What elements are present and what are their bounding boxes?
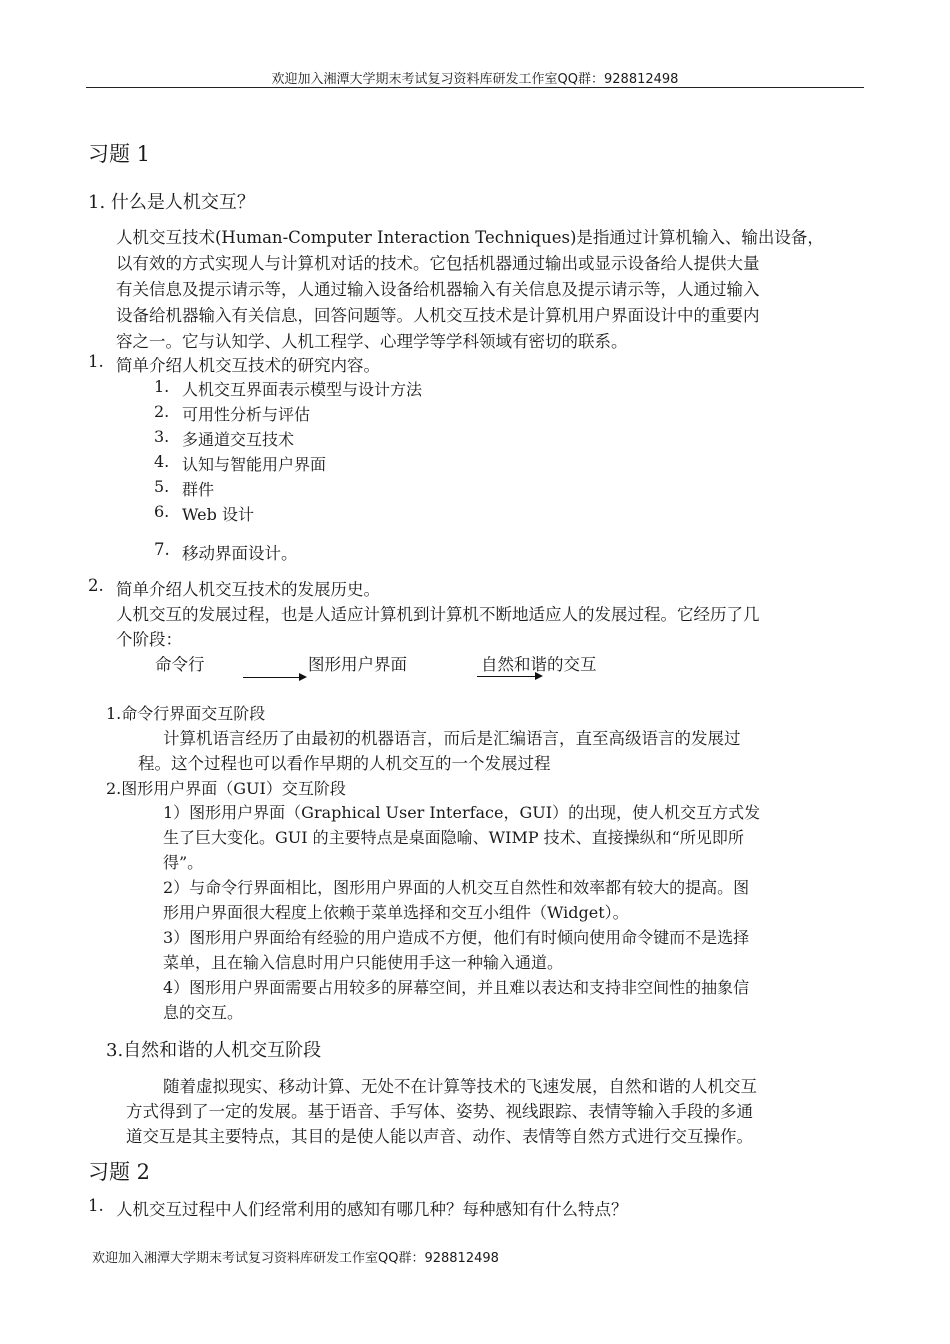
stage-3-line-2: 方式得到了一定的发展。基于语音、手写体、姿势、视线跟踪、表情等输入手段的多通 [126, 1102, 753, 1121]
list-item-number: 4. [154, 452, 170, 471]
stage-1-title: 1.命令行界面交互阶段 [106, 704, 266, 723]
list-item-number: 6. [154, 502, 170, 521]
stage-2-p3-line-1: 3）图形用户界面给有经验的用户造成不方便，他们有时倾向使用命令键而不是选择 [163, 928, 750, 947]
history-intro-line-2: 个阶段： [116, 630, 182, 649]
list-item: 群件 [182, 480, 215, 499]
answer-1-line-5: 容之一。它与认知学、人机工程学、心理学等学科领域有密切的联系。 [116, 332, 628, 351]
section-title-1: 习题 1 [88, 142, 151, 166]
list-item: 移动界面设计。 [182, 544, 298, 563]
question-3-title: 简单介绍人机交互技术的发展历史。 [116, 580, 380, 599]
flow-step-gui: 图形用户界面 [308, 655, 407, 674]
question-1-title: 1. 什么是人机交互？ [88, 192, 255, 213]
history-intro-line-1: 人机交互的发展过程，也是人适应计算机到计算机不断地适应人的发展过程。它经历了几 [116, 605, 760, 624]
stage-3-line-1: 随着虚拟现实、移动计算、无处不在计算等技术的飞速发展，自然和谐的人机交互 [163, 1077, 757, 1096]
stage-1-line-1: 计算机语言经历了由最初的机器语言，而后是汇编语言，直至高级语言的发展过 [163, 729, 741, 748]
stage-2-p2-line-2: 形用户界面很大程度上依赖于菜单选择和交互小组件（Widget）。 [163, 903, 629, 922]
answer-1-line-4: 设备给机器输入有关信息，回答问题等。人机交互技术是计算机用户界面设计中的重要内 [116, 306, 760, 325]
stage-3-line-3: 道交互是其主要特点，其目的是使人能以声音、动作、表情等自然方式进行交互操作。 [126, 1127, 753, 1146]
stage-2-title: 2.图形用户界面（GUI）交互阶段 [106, 779, 346, 798]
stage-1-line-2: 程。这个过程也可以看作早期的人机交互的一个发展过程 [138, 754, 551, 773]
section-title-2: 习题 2 [88, 1160, 151, 1184]
list-item: 认知与智能用户界面 [182, 455, 327, 474]
stage-2-p1-line-3: 得”。 [163, 853, 204, 872]
stage-2-p2-line-1: 2）与命令行界面相比，图形用户界面的人机交互自然性和效率都有较大的提高。图 [163, 878, 750, 897]
list-item: 多通道交互技术 [182, 430, 295, 449]
list-item: 可用性分析与评估 [182, 405, 311, 424]
section-2-question-1-number: 1. [88, 1196, 104, 1215]
list-item-number: 1. [154, 377, 170, 396]
question-3-number: 2. [88, 576, 104, 595]
answer-1-line-2: 以有效的方式实现人与计算机对话的技术。它包括机器通过输出或显示设备给人提供大量 [116, 254, 760, 273]
flow-step-command-line: 命令行 [155, 655, 205, 674]
stage-2-p1-line-1: 1）图形用户界面（Graphical User Interface，GUI）的出现，使人机交互方式发 [163, 803, 761, 822]
stage-2-p1-line-2: 生了巨大变化。GUI 的主要特点是桌面隐喻、WIMP 技术、直接操纵和“所见即所 [163, 828, 744, 847]
list-item-number: 7. [154, 540, 170, 559]
answer-1-line-1: 人机交互技术(Human-Computer Interaction Techniques)是指通过计算机输入、输出设备， [116, 228, 824, 247]
header-rule [86, 87, 864, 88]
list-item-number: 3. [154, 427, 170, 446]
page-header: 欢迎加入湘潭大学期末考试复习资料库研发工作室QQ群：928812498 [271, 72, 679, 87]
flow-arrow-icon [477, 676, 541, 677]
flow-step-natural: 自然和谐的交互 [481, 655, 597, 674]
stage-2-p4-line-1: 4）图形用户界面需要占用较多的屏幕空间，并且难以表达和支持非空间性的抽象信 [163, 978, 750, 997]
flow-arrow-icon [243, 677, 305, 678]
stage-2-p3-line-2: 菜单，且在输入信息时用户只能使用手这一种输入通道。 [163, 953, 564, 972]
page-footer: 欢迎加入湘潭大学期末考试复习资料库研发工作室QQ群：928812498 [92, 1251, 499, 1266]
question-2-title: 简单介绍人机交互技术的研究内容。 [116, 356, 380, 375]
list-item-number: 2. [154, 402, 170, 421]
list-item-number: 5. [154, 477, 170, 496]
question-2-number: 1. [88, 352, 104, 371]
list-item: Web 设计 [182, 505, 254, 524]
stage-2-p4-line-2: 息的交互。 [163, 1003, 244, 1022]
answer-1-line-3: 有关信息及提示请示等，人通过输入设备给机器输入有关信息及提示请示等，人通过输入 [116, 280, 760, 299]
section-2-question-1-title: 人机交互过程中人们经常利用的感知有哪几种？每种感知有什么特点？ [116, 1200, 628, 1219]
list-item: 人机交互界面表示模型与设计方法 [182, 380, 423, 399]
stage-3-title: 3.自然和谐的人机交互阶段 [106, 1040, 322, 1061]
